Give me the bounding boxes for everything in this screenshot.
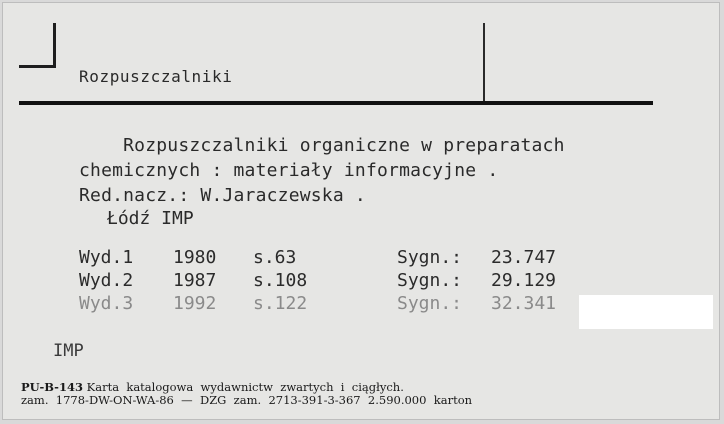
edition-year: 1980 <box>173 247 217 268</box>
signature-label: Sygn.: <box>397 247 463 268</box>
correction-tape <box>579 295 713 329</box>
edition-year: 1987 <box>173 270 217 291</box>
signature-number: 23.747 <box>491 247 557 268</box>
edition-pages: s.122 <box>253 293 308 314</box>
card-heading: Rozpuszczalniki <box>79 67 233 86</box>
signature-label: Sygn.: <box>397 270 463 291</box>
signature-number: 32.341 <box>491 293 557 314</box>
form-title: Karta katalogowa wydawnictw zwartych i ciągłych. <box>82 380 404 394</box>
publication-place: Łódź IMP <box>107 208 194 229</box>
catalog-card <box>2 2 720 420</box>
title-divider <box>483 23 485 101</box>
heading-rule <box>19 101 653 105</box>
edition-pages: s.63 <box>253 247 297 268</box>
description-line: Rozpuszczalniki organiczne w preparatach <box>79 135 565 156</box>
description-line: Red.nacz.: W.Jaraczewska . <box>79 185 366 206</box>
edition-number: Wyd.3 <box>79 293 134 314</box>
print-order-line: zam. 1778-DW-ON-WA-86 — DZG zam. 2713-391-3-367 2.590.000 karton <box>21 393 473 407</box>
edition-number: Wyd.2 <box>79 270 134 291</box>
corner-mark-vertical <box>53 23 56 67</box>
edition-number: Wyd.1 <box>79 247 134 268</box>
bibliographic-description <box>79 133 679 208</box>
library-stamp: IMP <box>53 341 84 361</box>
corner-mark-horizontal <box>19 65 56 68</box>
signature-label: Sygn.: <box>397 293 463 314</box>
form-code: PU-B-143 <box>21 380 83 394</box>
card-footer <box>21 381 472 407</box>
edition-pages: s.108 <box>253 270 308 291</box>
signature-number: 29.129 <box>491 270 557 291</box>
description-line: chemicznych : materiały informacyjne . <box>79 160 499 181</box>
edition-year: 1992 <box>173 293 217 314</box>
